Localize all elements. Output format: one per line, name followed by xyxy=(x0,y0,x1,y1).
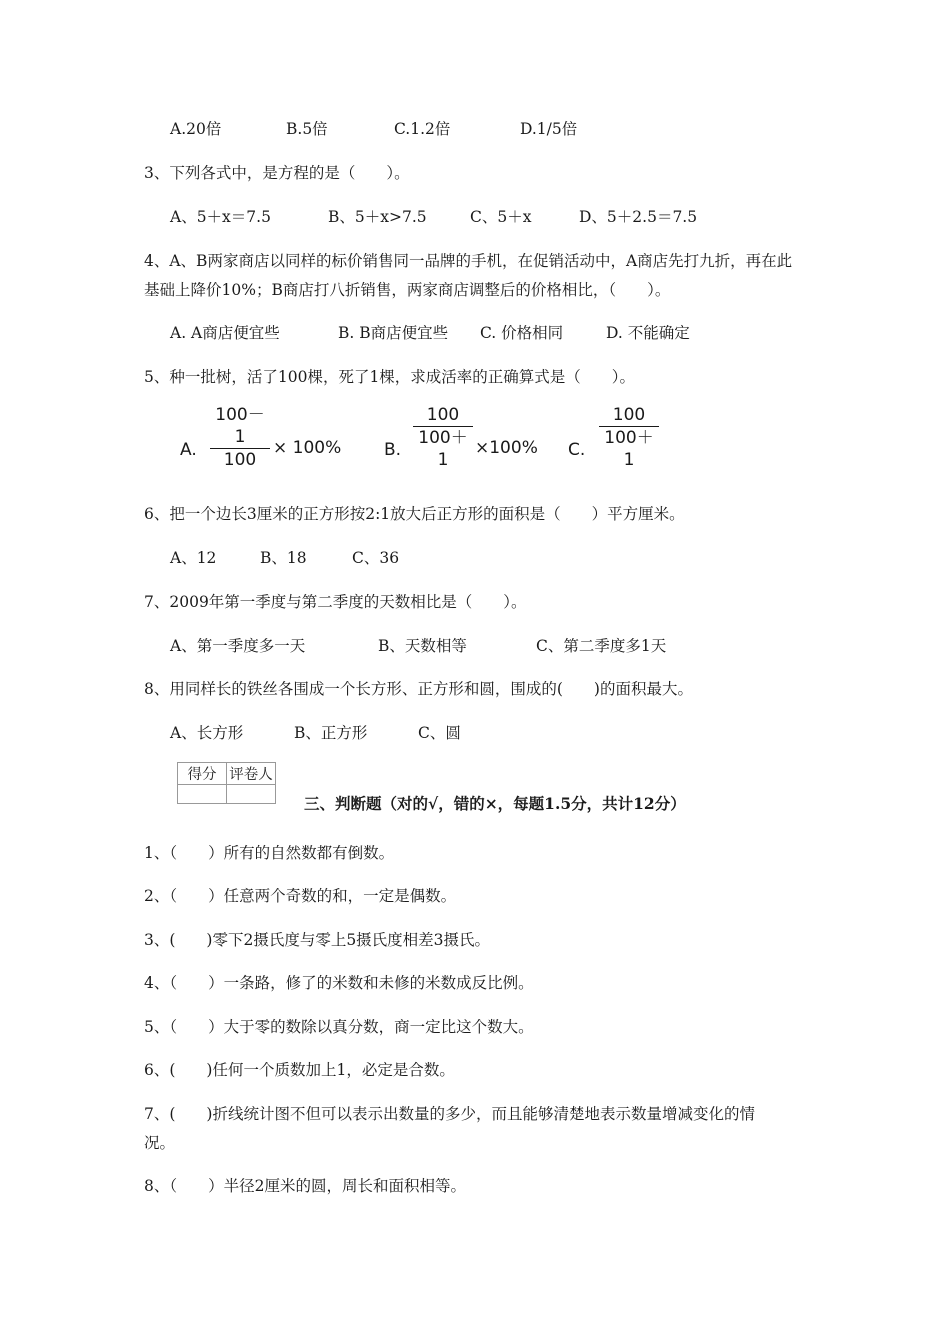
q5-option-b-fraction xyxy=(413,404,473,471)
q7-text: 7、2009年第一季度与第二季度的天数相比是（ ）。 xyxy=(144,593,527,611)
q2-option-a: A.20倍 xyxy=(170,120,222,138)
q6-option-a: A、12 xyxy=(170,549,217,567)
q5-option-b-label: B. xyxy=(384,440,402,460)
q3-option-a: A、5＋x＝7.5 xyxy=(170,208,271,226)
q4-option-b: B. B商店便宜些 xyxy=(338,324,449,342)
q4-option-c: C. 价格相同 xyxy=(480,324,564,342)
judge-item-7: 7、( )折线统计图不但可以表示出数量的多少，而且能够清楚地表示数量增减变化的情 xyxy=(144,1105,755,1123)
q7-option-b: B、天数相等 xyxy=(378,637,467,655)
q5-option-c-fraction xyxy=(599,404,659,471)
judge-item-1: 1、（ ）所有的自然数都有倒数。 xyxy=(144,844,395,862)
score-table-col2: 评卷人 xyxy=(227,763,276,785)
judge-item-2: 2、（ ）任意两个奇数的和，一定是偶数。 xyxy=(144,887,457,905)
score-table-col1: 得分 xyxy=(178,763,227,785)
q3-option-b: B、5＋x>7.5 xyxy=(328,208,427,226)
score-table xyxy=(177,762,276,804)
judge-item-3: 3、( )零下2摄氏度与零上5摄氏度相差3摄氏。 xyxy=(144,931,491,949)
q5-option-b-denominator: 100＋1 xyxy=(418,428,468,470)
q3-option-d: D、5＋2.5＝7.5 xyxy=(579,208,698,226)
q4-option-d: D. 不能确定 xyxy=(606,324,690,342)
q8-option-b: B、正方形 xyxy=(294,724,368,742)
q7-option-a: A、第一季度多一天 xyxy=(170,637,306,655)
q5-text: 5、种一批树，活了100棵，死了1棵，求成活率的正确算式是（ ）。 xyxy=(144,368,636,386)
q8-option-a: A、长方形 xyxy=(170,724,244,742)
q5-option-a-denominator: 100 xyxy=(223,450,257,470)
q4-text-line2: 基础上降价10%；B商店打八折销售，两家商店调整后的价格相比，（ ）。 xyxy=(144,281,671,299)
q8-text: 8、用同样长的铁丝各围成一个长方形、正方形和圆，围成的( )的面积最大。 xyxy=(144,680,693,698)
q6-option-b: B、18 xyxy=(260,549,307,567)
q6-option-c: C、36 xyxy=(352,549,400,567)
q4-text-line1: 4、A、B两家商店以同样的标价销售同一品牌的手机，在促销活动中，A商店先打九折，再在此 xyxy=(144,252,793,270)
score-cell[interactable] xyxy=(178,785,227,804)
q5-option-a-tail: × 100% xyxy=(273,438,342,458)
q5-option-a-fraction xyxy=(210,404,270,471)
q2-option-d: D.1/5倍 xyxy=(520,120,578,138)
grader-cell[interactable] xyxy=(227,785,276,804)
q3-text: 3、下列各式中，是方程的是（ ）。 xyxy=(144,164,410,182)
q3-option-c: C、5＋x xyxy=(470,208,532,226)
judge-item-8: 8、（ ）半径2厘米的圆，周长和面积相等。 xyxy=(144,1177,466,1195)
q2-option-b: B.5倍 xyxy=(286,120,328,138)
q5-option-a-label: A. xyxy=(180,440,197,460)
q7-option-c: C、第二季度多1天 xyxy=(536,637,667,655)
q5-option-b-tail: ×100% xyxy=(475,438,538,458)
judge-item-5: 5、（ ）大于零的数除以真分数，商一定比这个数大。 xyxy=(144,1018,534,1036)
q5-option-c-numerator: 100 xyxy=(612,405,646,425)
q5-option-c-denominator: 100＋1 xyxy=(604,428,654,470)
q5-option-a-numerator: 100－1 xyxy=(215,405,265,447)
q4-option-a: A. A商店便宜些 xyxy=(170,324,280,342)
judge-item-6: 6、( )任何一个质数加上1，必定是合数。 xyxy=(144,1061,455,1079)
q6-text: 6、把一个边长3厘米的正方形按2:1放大后正方形的面积是（ ）平方厘米。 xyxy=(144,505,685,523)
judge-item-4: 4、（ ）一条路，修了的米数和未修的米数成反比例。 xyxy=(144,974,534,992)
q5-option-b-numerator: 100 xyxy=(426,405,460,425)
judge-item-7-cont: 况。 xyxy=(144,1134,176,1152)
section3-title: 三、判断题（对的√，错的×，每题1.5分，共计12分） xyxy=(304,794,686,813)
q5-option-c-label: C. xyxy=(568,440,586,460)
q2-option-c: C.1.2倍 xyxy=(394,120,451,138)
q8-option-c: C、圆 xyxy=(418,724,461,742)
